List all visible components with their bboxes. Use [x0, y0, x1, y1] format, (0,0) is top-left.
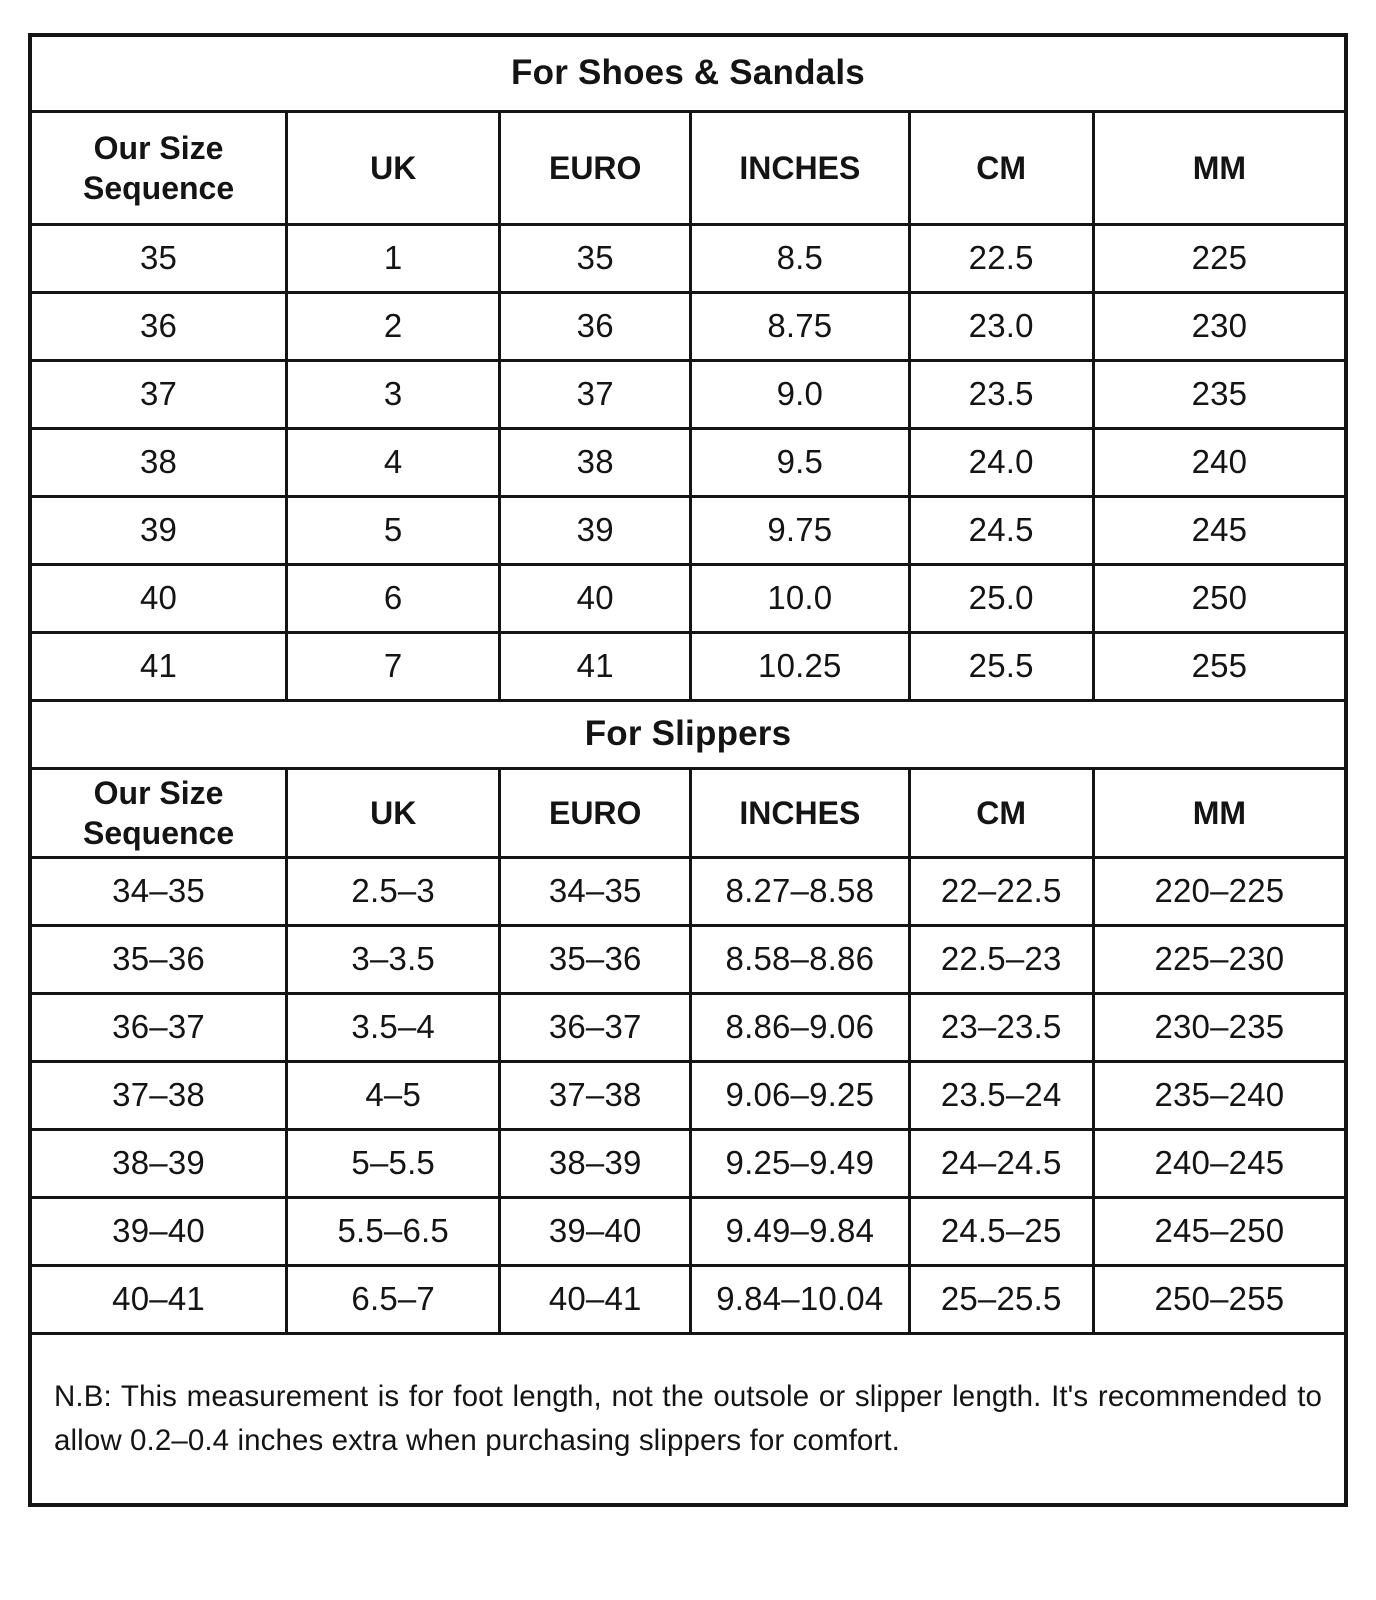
table-cell: 6.5–7: [287, 1265, 500, 1333]
table-cell: 3.5–4: [287, 993, 500, 1061]
slippers-section-head: [30, 700, 1346, 857]
table-cell: 5–5.5: [287, 1129, 500, 1197]
table-cell: 8.86–9.06: [691, 993, 909, 1061]
table-cell: 35–36: [30, 925, 287, 993]
table-cell: 23.5–24: [909, 1061, 1093, 1129]
column-header: UK: [287, 111, 500, 224]
table-cell: 9.75: [691, 496, 909, 564]
table-cell: 36: [30, 292, 287, 360]
table-cell: 25.5: [909, 632, 1093, 700]
table-cell: 245: [1093, 496, 1346, 564]
table-cell: 225–230: [1093, 925, 1346, 993]
column-header: EURO: [500, 111, 691, 224]
table-cell: 35–36: [500, 925, 691, 993]
table-cell: 4: [287, 428, 500, 496]
table-cell: 2: [287, 292, 500, 360]
table-cell: 24–24.5: [909, 1129, 1093, 1197]
column-header: Our Size Sequence: [30, 768, 287, 857]
table-cell: 22–22.5: [909, 857, 1093, 925]
size-chart-table: [28, 33, 1348, 1507]
table-cell: 35: [500, 224, 691, 292]
table-cell: 9.06–9.25: [691, 1061, 909, 1129]
table-row: [30, 564, 1346, 632]
note-section: [30, 1333, 1346, 1505]
table-cell: 23.0: [909, 292, 1093, 360]
table-cell: 40: [500, 564, 691, 632]
table-row: [30, 857, 1346, 925]
table-row: [30, 1197, 1346, 1265]
table-cell: 3–3.5: [287, 925, 500, 993]
table-cell: 235: [1093, 360, 1346, 428]
shoes-title-row: [30, 35, 1346, 111]
table-cell: 10.25: [691, 632, 909, 700]
table-cell: 1: [287, 224, 500, 292]
table-cell: 36–37: [30, 993, 287, 1061]
note-text: This measurement is for foot length, not the outsole or slipper length. It's recommended to allow 0.2–0.4 inches extra when purchasing slippers for comfort.: [54, 1379, 1323, 1457]
table-cell: 240–245: [1093, 1129, 1346, 1197]
table-cell: 3: [287, 360, 500, 428]
table-cell: 39–40: [30, 1197, 287, 1265]
table-cell: 225: [1093, 224, 1346, 292]
table-cell: 40: [30, 564, 287, 632]
table-cell: 240: [1093, 428, 1346, 496]
table-cell: 250: [1093, 564, 1346, 632]
table-cell: 9.84–10.04: [691, 1265, 909, 1333]
note-content: [54, 1375, 1322, 1464]
table-cell: 39: [500, 496, 691, 564]
table-cell: 38–39: [30, 1129, 287, 1197]
table-cell: 9.0: [691, 360, 909, 428]
table-cell: 40–41: [500, 1265, 691, 1333]
shoes-section-body: [30, 224, 1346, 700]
table-cell: 250–255: [1093, 1265, 1346, 1333]
table-cell: 24.0: [909, 428, 1093, 496]
column-header: INCHES: [691, 768, 909, 857]
table-row: [30, 496, 1346, 564]
column-header: CM: [909, 768, 1093, 857]
table-row: [30, 292, 1346, 360]
table-cell: 22.5–23: [909, 925, 1093, 993]
table-row: [30, 224, 1346, 292]
shoes-section-title: For Shoes & Sandals: [30, 35, 1346, 111]
table-cell: 9.5: [691, 428, 909, 496]
table-cell: 38–39: [500, 1129, 691, 1197]
table-cell: 24.5: [909, 496, 1093, 564]
table-cell: 255: [1093, 632, 1346, 700]
table-row: [30, 993, 1346, 1061]
table-cell: 35: [30, 224, 287, 292]
table-cell: 9.25–9.49: [691, 1129, 909, 1197]
table-cell: 38: [30, 428, 287, 496]
table-cell: 41: [500, 632, 691, 700]
table-cell: 5: [287, 496, 500, 564]
slippers-section-body: [30, 857, 1346, 1333]
column-header: MM: [1093, 111, 1346, 224]
table-cell: 220–225: [1093, 857, 1346, 925]
table-cell: 37: [500, 360, 691, 428]
table-cell: 40–41: [30, 1265, 287, 1333]
table-cell: 23.5: [909, 360, 1093, 428]
table-cell: 8.75: [691, 292, 909, 360]
note-row: [30, 1333, 1346, 1505]
column-header: Our Size Sequence: [30, 111, 287, 224]
table-cell: 2.5–3: [287, 857, 500, 925]
table-cell: 39: [30, 496, 287, 564]
table-row: [30, 428, 1346, 496]
column-header: EURO: [500, 768, 691, 857]
table-cell: 7: [287, 632, 500, 700]
table-cell: 36–37: [500, 993, 691, 1061]
table-row: [30, 1129, 1346, 1197]
slippers-title-row: [30, 700, 1346, 768]
table-cell: 8.58–8.86: [691, 925, 909, 993]
table-cell: 38: [500, 428, 691, 496]
table-cell: 34–35: [500, 857, 691, 925]
column-header: CM: [909, 111, 1093, 224]
shoes-section-head: [30, 35, 1346, 224]
slippers-header-row: [30, 768, 1346, 857]
table-row: [30, 632, 1346, 700]
slippers-section-title: For Slippers: [30, 700, 1346, 768]
table-row: [30, 1265, 1346, 1333]
column-header: UK: [287, 768, 500, 857]
table-cell: 25.0: [909, 564, 1093, 632]
column-header: MM: [1093, 768, 1346, 857]
table-row: [30, 1061, 1346, 1129]
table-cell: 34–35: [30, 857, 287, 925]
table-cell: 37–38: [30, 1061, 287, 1129]
table-cell: 22.5: [909, 224, 1093, 292]
table-cell: 41: [30, 632, 287, 700]
table-cell: 36: [500, 292, 691, 360]
table-cell: 8.27–8.58: [691, 857, 909, 925]
table-row: [30, 360, 1346, 428]
table-cell: 5.5–6.5: [287, 1197, 500, 1265]
table-cell: 235–240: [1093, 1061, 1346, 1129]
table-cell: 230: [1093, 292, 1346, 360]
table-cell: 37–38: [500, 1061, 691, 1129]
note-label: N.B:: [54, 1379, 112, 1413]
shoes-header-row: [30, 111, 1346, 224]
table-cell: 6: [287, 564, 500, 632]
table-cell: 25–25.5: [909, 1265, 1093, 1333]
column-header: INCHES: [691, 111, 909, 224]
note-cell: [30, 1333, 1346, 1505]
table-cell: 245–250: [1093, 1197, 1346, 1265]
table-cell: 23–23.5: [909, 993, 1093, 1061]
table-cell: 9.49–9.84: [691, 1197, 909, 1265]
size-chart-sheet: [28, 33, 1348, 1507]
table-cell: 230–235: [1093, 993, 1346, 1061]
table-cell: 39–40: [500, 1197, 691, 1265]
table-cell: 10.0: [691, 564, 909, 632]
table-cell: 24.5–25: [909, 1197, 1093, 1265]
table-cell: 37: [30, 360, 287, 428]
table-row: [30, 925, 1346, 993]
table-cell: 8.5: [691, 224, 909, 292]
table-cell: 4–5: [287, 1061, 500, 1129]
